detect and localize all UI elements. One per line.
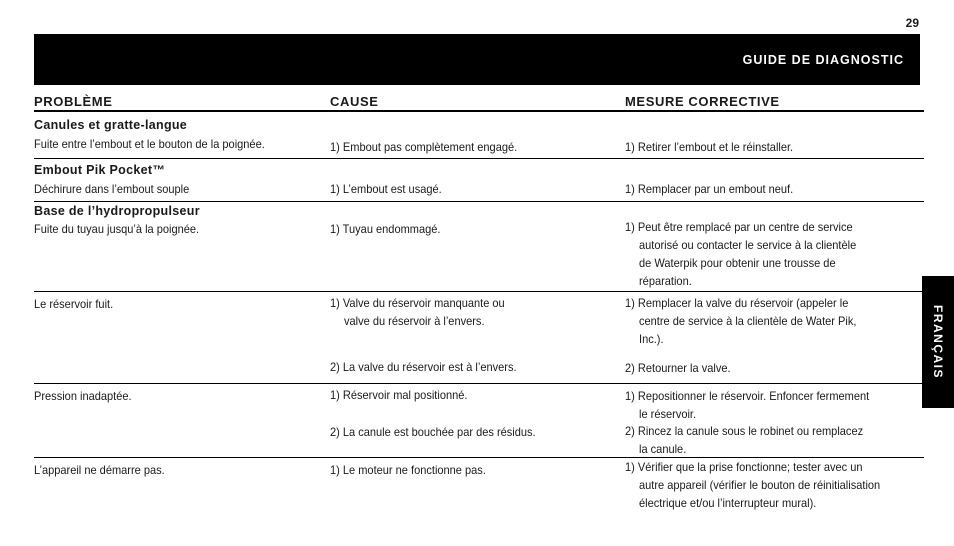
cause-text: 1) Le moteur ne fonctionne pas. [330, 463, 486, 477]
corrective-text: 1) Repositionner le réservoir. Enfoncer fermement [625, 389, 870, 403]
cause-text: 2) La valve du réservoir est à l’envers. [330, 360, 517, 374]
cause-text: valve du réservoir à l’envers. [344, 314, 485, 328]
corrective-text: électrique et/ou l’interrupteur mural). [639, 496, 817, 510]
cause-text: 1) Tuyau endommagé. [330, 222, 441, 236]
column-header-cause: CAUSE [330, 94, 379, 109]
corrective-text: Inc.). [639, 332, 664, 346]
problem-text: Fuite entre l’embout et le bouton de la poignée. [34, 137, 265, 151]
language-tab [922, 276, 954, 408]
header-rule [34, 110, 924, 112]
row-divider [34, 383, 924, 384]
language-tab-label: FRANÇAIS [931, 305, 945, 379]
corrective-text: 1) Remplacer la valve du réservoir (appeler le [625, 296, 849, 310]
corrective-text: le réservoir. [639, 407, 697, 421]
corrective-text: de Waterpik pour obtenir une trousse de [639, 256, 836, 270]
corrective-text: 2) Rincez la canule sous le robinet ou remplacez [625, 424, 864, 438]
problem-title: Base de l’hydropropulseur [34, 204, 200, 218]
row-divider [34, 158, 924, 159]
cause-text: 1) Valve du réservoir manquante ou [330, 296, 505, 310]
corrective-text: 1) Remplacer par un embout neuf. [625, 182, 794, 196]
problem-text: Déchirure dans l’embout souple [34, 182, 190, 196]
corrective-text: autre appareil (vérifier le bouton de réinitialisation [639, 478, 881, 492]
problem-text: Fuite du tuyau jusqu’à la poignée. [34, 222, 200, 236]
corrective-text: autorisé ou contacter le service à la clientèle [639, 238, 857, 252]
column-header-problem: PROBLÈME [34, 94, 113, 109]
cause-text: 2) La canule est bouchée par des résidus. [330, 425, 536, 439]
cause-text: 1) Réservoir mal positionné. [330, 388, 468, 402]
problem-text: Pression inadaptée. [34, 389, 132, 403]
problem-text: Le réservoir fuit. [34, 297, 114, 311]
cause-text: 1) L’embout est usagé. [330, 182, 442, 196]
cause-text: 1) Embout pas complètement engagé. [330, 140, 518, 154]
problem-text: L’appareil ne démarre pas. [34, 463, 165, 477]
corrective-text: 1) Vérifier que la prise fonctionne; tester avec un [625, 460, 863, 474]
page-title: GUIDE DE DIAGNOSTIC [742, 53, 904, 67]
corrective-text: 1) Retirer l’embout et le réinstaller. [625, 140, 794, 154]
header-bar [34, 34, 920, 85]
corrective-text: réparation. [639, 274, 692, 288]
corrective-text: la canule. [639, 442, 687, 456]
row-divider [34, 201, 924, 202]
problem-title: Embout Pik Pocket™ [34, 163, 166, 177]
row-divider [34, 291, 924, 292]
page-number: 29 [905, 16, 919, 30]
column-header-corrective: MESURE CORRECTIVE [625, 94, 780, 109]
corrective-text: 1) Peut être remplacé par un centre de service [625, 220, 853, 234]
problem-title: Canules et gratte-langue [34, 118, 188, 132]
corrective-text: 2) Retourner la valve. [625, 361, 731, 375]
corrective-text: centre de service à la clientèle de Water Pik, [639, 314, 857, 328]
